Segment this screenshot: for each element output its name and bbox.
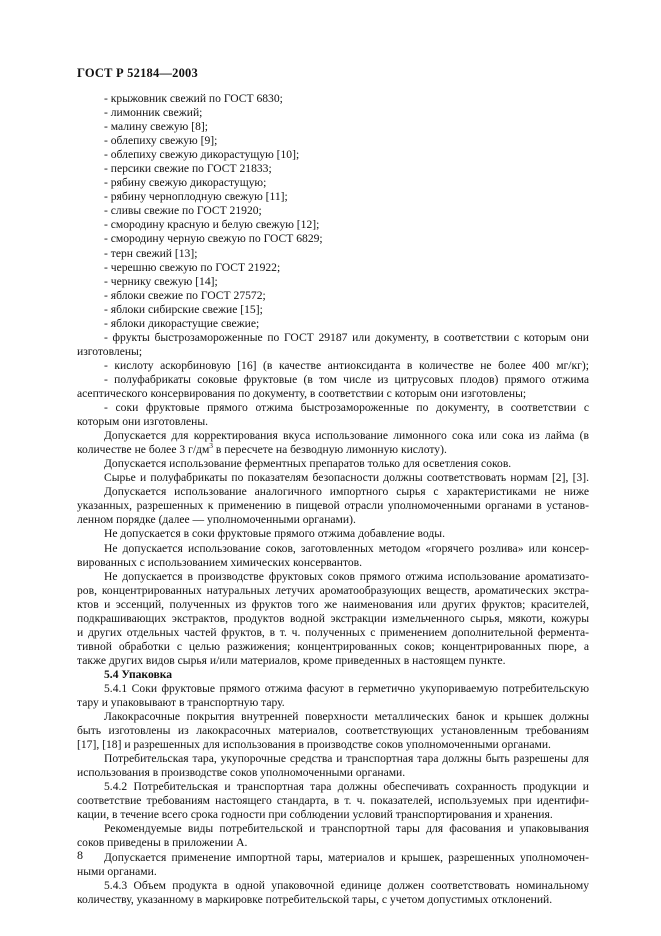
paragraph-ascorbic-acid: - кислоту аскорбиновую [16] (в качестве антиоксиданта в количестве не более 400 мг/кг); [104,358,589,372]
document-body [77,92,589,907]
list-item: - терн свежий [13]; [104,246,198,260]
document-header: ГОСТ Р 52184—2003 [77,66,198,80]
paragraph-consumer-tare: Потребительская тара, укупорочные средства и транспортная тара должны быть разрешены для использования в производстве соков уполномоченными органами. [77,752,589,780]
paragraph-frozen-juices: - соки фруктовые прямого отжима быстрозамороженные по документу, в соответствии с которым они изготовлены. [77,401,589,429]
list-item: - крыжовник свежий по ГОСТ 6830; [104,92,283,105]
paragraph-raw-safety: Сырье и полуфабрикаты по показателям безопасности должны соответствовать нормам [2], [3]. [104,471,589,485]
paragraph-flavourings: Не допускается в производстве фруктовых соков прямого отжима использование ароматизато- ров, концентрированных натуральных летучих ароматообразующих веществ, ароматических экстра- ктов и эссенций, полученных из фруктов того же наименования или других фруктов; красителей, подкрашивающих экстрактов, продуктов водной экстракции измельченного сырья, мякоти, кожуры и других отдельных частей фруктов, в т. ч. полученных с применением дополнительной фермента- тивной обработки с целью разжижения; концентрированных соков; концентрированных пюре, а также других видов сырья и/или материалов, кроме приведенных в настоящем пункте. [77,569,589,667]
list-item: - яблоки сибирские свежие [15]; [104,302,263,316]
paragraph-lemon-juice: Допускается для корректирования вкуса использование лимонного сока или сока из лайма (в количестве не более 3 $г/дм^3$ в пересчете на безводную лимонную кислоту). [77,429,589,457]
paragraph-semi-products: - полуфабрикаты соковые фруктовые (в том числе из цитрусовых плодов) прямого отжима асептического консервирования по документу, в соответствии с которым они изготовлены; [77,372,589,400]
paragraph-5-4-3: 5.4.3 Объем продукта в одной упаковочной единице должен соответствовать номинальному количеству, указанному в маркировке потребительской тары, с учетом допустимых отклонений. [77,878,589,906]
list-item: - рябину свежую дикорастущую; [104,176,267,190]
list-item: - яблоки свежие по ГОСТ 27572; [104,288,266,302]
list-item: - облепиху свежую [9]; [104,134,218,148]
paragraph-recommended-tare: Рекомендуемые виды потребительской и транспортной тары для фасования и упаковывания соков приведены в приложении А. [77,822,589,850]
list-item: - сливы свежие по ГОСТ 21920; [104,204,262,218]
paragraph-hot-fill: Не допускается использование соков, заготовленных методом «горячего розлива» или консер- вированных с использованием химических консервантов. [77,541,589,569]
paragraph-imported-raw: Допускается использование аналогичного импортного сырья с характеристиками не ниже указанных, разрешенных к применению в пищевой отрасли уполномоченными органами в установ- ленном порядке (далее — уполномоченными органами). [77,485,589,527]
list-item: - чернику свежую [14]; [104,274,218,288]
paragraph-enzymes: Допускается использование ферментных препаратов только для осветления соков. [104,457,512,471]
list-item: - персики свежие по ГОСТ 21833; [104,162,272,176]
raw-materials-list [77,92,589,331]
list-item: - рябину черноплодную свежую [11]; [104,190,288,204]
list-item: - яблоки дикорастущие свежие; [104,316,260,330]
list-item: - смородину черную свежую по ГОСТ 6829; [104,232,323,246]
list-item: - облепиху свежую дикорастущую [10]; [104,148,300,162]
page-number: 8 [77,848,83,862]
paragraph-frozen-fruits: - фрукты быстрозамороженные по ГОСТ 29187 или документу, в соответствии с которым они изготовлены; [77,330,589,358]
list-item: - лимонник свежий; [104,106,203,120]
paragraph-no-water: Не допускается в соки фруктовые прямого отжима добавление воды. [104,527,445,541]
list-item: - черешню свежую по ГОСТ 21922; [104,260,281,274]
list-item: - малину свежую [8]; [104,120,208,134]
paragraph-5-4-1: 5.4.1 Соки фруктовые прямого отжима фасуют в герметично укупориваемую потребительскую тару и упаковывают в транспортную тару. [77,681,589,710]
paragraph-coatings: Лакокрасочные покрытия внутренней поверхности металлических банок и крышек должны быть изготовлены из лакокрасочных материалов, соответствующих установленным требованиям [17], [18] и разрешенных для использования в производстве соков уполномоченными органами. [77,710,589,752]
paragraph-5-4-2: 5.4.2 Потребительская и транспортная тара должны обеспечивать сохранность продукции и соответствие требованиям настоящего стандарта, в т. ч. показателей, используемых при идентифи- кации, в течение всего срока годности при соблюдении условий транспортирования и хранения. [77,780,589,822]
section-heading: 5.4 Упаковка [104,667,173,681]
paragraph-imported-tare: Допускается применение импортной тары, материалов и крышек, разрешенных уполномочен- ными органами. [77,850,589,878]
list-item: - смородину красную и белую свежую [12]; [104,218,320,232]
